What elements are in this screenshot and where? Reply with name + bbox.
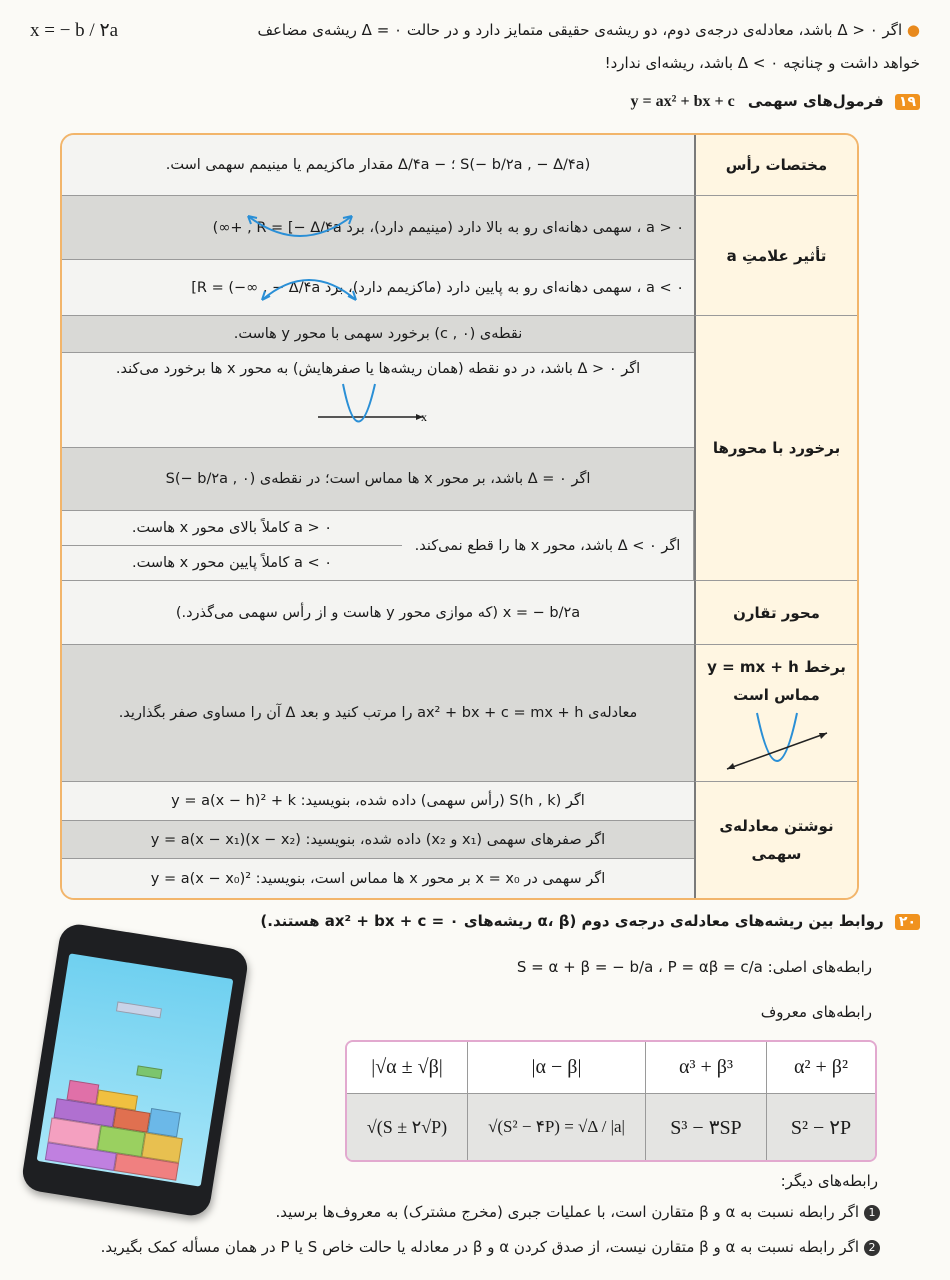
symmetry-header: محور تقارن [694, 581, 857, 645]
roots-top-3: |α − β| [467, 1042, 645, 1094]
number-2-icon: 2 [864, 1240, 880, 1256]
writing-roots-row: اگر صفرهای سهمی (x₁ و x₂) داده شده، بنویسید: y = a(x − x₁)(x − x₂) [62, 821, 694, 859]
roots-bottom-4: √(S ± ۲√P) [347, 1094, 467, 1160]
parabola-up-icon [240, 204, 360, 244]
writing-tangent-row: اگر سهمی در x = x₀ بر محور x ها مماس است، بنویسید: y = a(x − x₀)² [62, 859, 694, 898]
axes-no-root-below: a < ۰ کاملاً پایین محور x هاست. [62, 546, 402, 581]
axes-no-root-left: اگر ۰ > Δ باشد، محور x ها را قطع نمی‌کند. [402, 511, 694, 581]
phone-screen [37, 953, 234, 1186]
roots-top-1: α² + β² [766, 1042, 875, 1094]
writing-vertex-row: اگر S(h , k) (رأس سهمی) داده شده، بنویسید: y = a(x − h)² + k [62, 782, 694, 821]
roots-top-2: α³ + β³ [645, 1042, 766, 1094]
parabola-formulas-table [60, 133, 859, 900]
section-19-formula: y = ax² + bx + c [630, 93, 735, 110]
known-relations-label: رابطه‌های معروف [760, 1003, 872, 1021]
tangent-cell: معادله‌ی ax² + bx + c = mx + h را مرتب کنید و بعد Δ آن را مساوی صفر بگذارید. [62, 645, 694, 782]
section-19-number: ۱۹ [895, 94, 920, 110]
number-1-icon: 1 [864, 1205, 880, 1221]
vertex-cell: S(− b/۲a , − Δ/۴a) ؛ − Δ/۴a مقدار ماکزیمم یا مینیمم سهمی است. [62, 135, 694, 196]
sign-a-positive-text: a > ۰ ، سهمی دهانه‌ای رو به بالا دارد (مینیمم دارد)، برد R = [− Δ/۴a , +∞) [212, 219, 684, 236]
symmetry-cell: x = − b/۲a (که موازی محور y هاست و از رأس سهمی می‌گذرد.) [62, 581, 694, 645]
intro-paragraph [30, 14, 920, 80]
vertex-header: مختصات رأس [694, 135, 857, 196]
section-20-title [260, 912, 920, 930]
section-19-title [631, 92, 920, 111]
bullet-icon: ● [906, 21, 920, 39]
axes-tangent-row: اگر ۰ = Δ باشد، بر محور x ها مماس است؛ در نقطه‌ی S(− b/۲a , ۰) [62, 448, 694, 511]
axis-x-label: x [421, 410, 427, 424]
intro-line-1 [30, 14, 920, 47]
intro-double-root-formula: x = − b / ۲a [30, 20, 119, 41]
sign-a-negative-text: a < ۰ ، سهمی دهانه‌ای رو به پایین دارد (ماکزیمم دارد)، برد R = (−∞ , − Δ/۴a] [191, 279, 684, 296]
axes-y-intercept: نقطه‌ی (۰ , c) برخورد سهمی با محور y هاست. [62, 316, 694, 353]
parabola-two-roots-icon [313, 379, 443, 439]
axes-two-roots-text: اگر ۰ < Δ باشد، در دو نقطه (همان ریشه‌ها یا صفرهایش) به محور x ها برخورد می‌کند. [115, 361, 641, 377]
roots-bottom-2: S³ − ۳SP [645, 1094, 766, 1160]
sign-a-positive-row [62, 196, 694, 260]
tangent-header-line-2: مماس است [733, 686, 820, 704]
note-1 [276, 1203, 880, 1221]
axes-no-root-above: a > ۰ کاملاً بالای محور x هاست. [62, 511, 402, 546]
phone-tetris-illustration [20, 922, 250, 1218]
roots-bottom-3: √(S² − ۴P) = √Δ / |a| [467, 1094, 645, 1160]
section-19-label: فرمول‌های سهمی [747, 92, 884, 110]
parabola-down-icon [254, 268, 364, 308]
tangent-header [694, 645, 857, 782]
sign-a-negative-row [62, 260, 694, 316]
note-2-text: اگر رابطه نسبت به α و β متقارن نیست، از صدق کردن α و β در معادله یا حالت خاص S یا P در همان مسأله کمک بگیرید. [100, 1238, 859, 1256]
axes-header: برخورد با محورها [694, 316, 857, 581]
other-relations-label: رابطه‌های دیگر: [780, 1172, 878, 1190]
note-2 [101, 1238, 880, 1256]
roots-bottom-1: S² − ۲P [766, 1094, 875, 1160]
section-20-label: روابط بین ریشه‌های معادله‌ی درجه‌ی دوم (α، β ریشه‌های ax² + bx + c = ۰ هستند.) [260, 912, 884, 930]
main-relations: رابطه‌های اصلی: S = α + β = − b/a ، P = αβ = c/a [516, 958, 872, 976]
sign-a-header: تأثیر علامتِ a [694, 196, 857, 316]
writing-header: نوشتن معادله‌ی سهمی [694, 782, 857, 898]
tangent-line-icon [717, 709, 837, 777]
section-20-number: ۲۰ [895, 914, 920, 930]
axes-two-roots-cell [62, 353, 694, 448]
roots-relations-table [345, 1040, 877, 1162]
tangent-header-line-1: برخط y = mx + h [707, 658, 846, 676]
roots-top-4: |√α ± √β| [347, 1042, 467, 1094]
intro-line-1-text: اگر ۰ < Δ باشد، معادله‌ی درجه‌ی دوم، دو ریشه‌ی حقیقی متمایز دارد و در حالت ۰ = Δ ریشه‌ی مضاعف [257, 21, 903, 39]
intro-line-2: خواهد داشت و چنانچه ۰ > Δ باشد، ریشه‌ای ندارد! [604, 54, 920, 72]
note-1-text: اگر رابطه نسبت به α و β متقارن است، با عملیات جبری (مخرج مشترک) به معروف‌ها برسید. [275, 1203, 859, 1221]
